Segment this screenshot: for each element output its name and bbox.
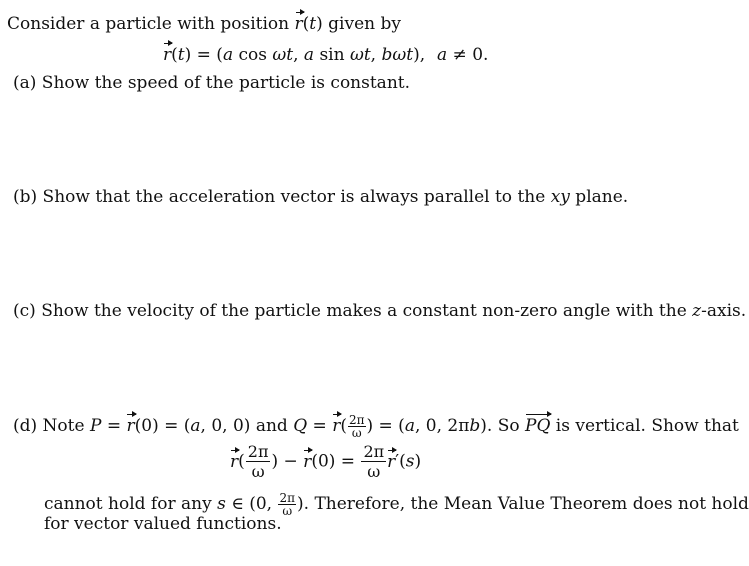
part-d-line2: for vector valued functions. <box>44 514 282 534</box>
part-d-intro: (d) Note P = r(0) = (a, 0, 0) and Q = r( $\frac{2\pi}{\omega}$ ) = (a, 0, 2πb). So PQ is vertical. Show that <box>13 413 739 440</box>
part-c: (c) Show the velocity of the particle makes a constant non-zero angle with the z-axis. <box>13 301 747 321</box>
part-a: (a) Show the speed of the particle is constant. <box>13 73 411 93</box>
part-d-line1: cannot hold for any s ∈ (0, $\frac{2\pi}{\omega}$ ). Therefore, the Mean Value Theorem does not hold <box>44 491 749 518</box>
intro-text: Consider a particle with position r(t) given by <box>7 14 401 34</box>
part-d-equation: r( $\frac{2\pi}{\omega}$ ) − r(0) = $\frac{2\pi}{\omega}$ r′(s) <box>230 442 422 481</box>
part-b: (b) Show that the acceleration vector is always parallel to the xy plane. <box>13 187 629 207</box>
nonzero-condition: a ≠ 0. <box>437 45 489 65</box>
position-equation: r(t) = (a cos ωt, a sin ωt, bωt), <box>163 45 426 65</box>
